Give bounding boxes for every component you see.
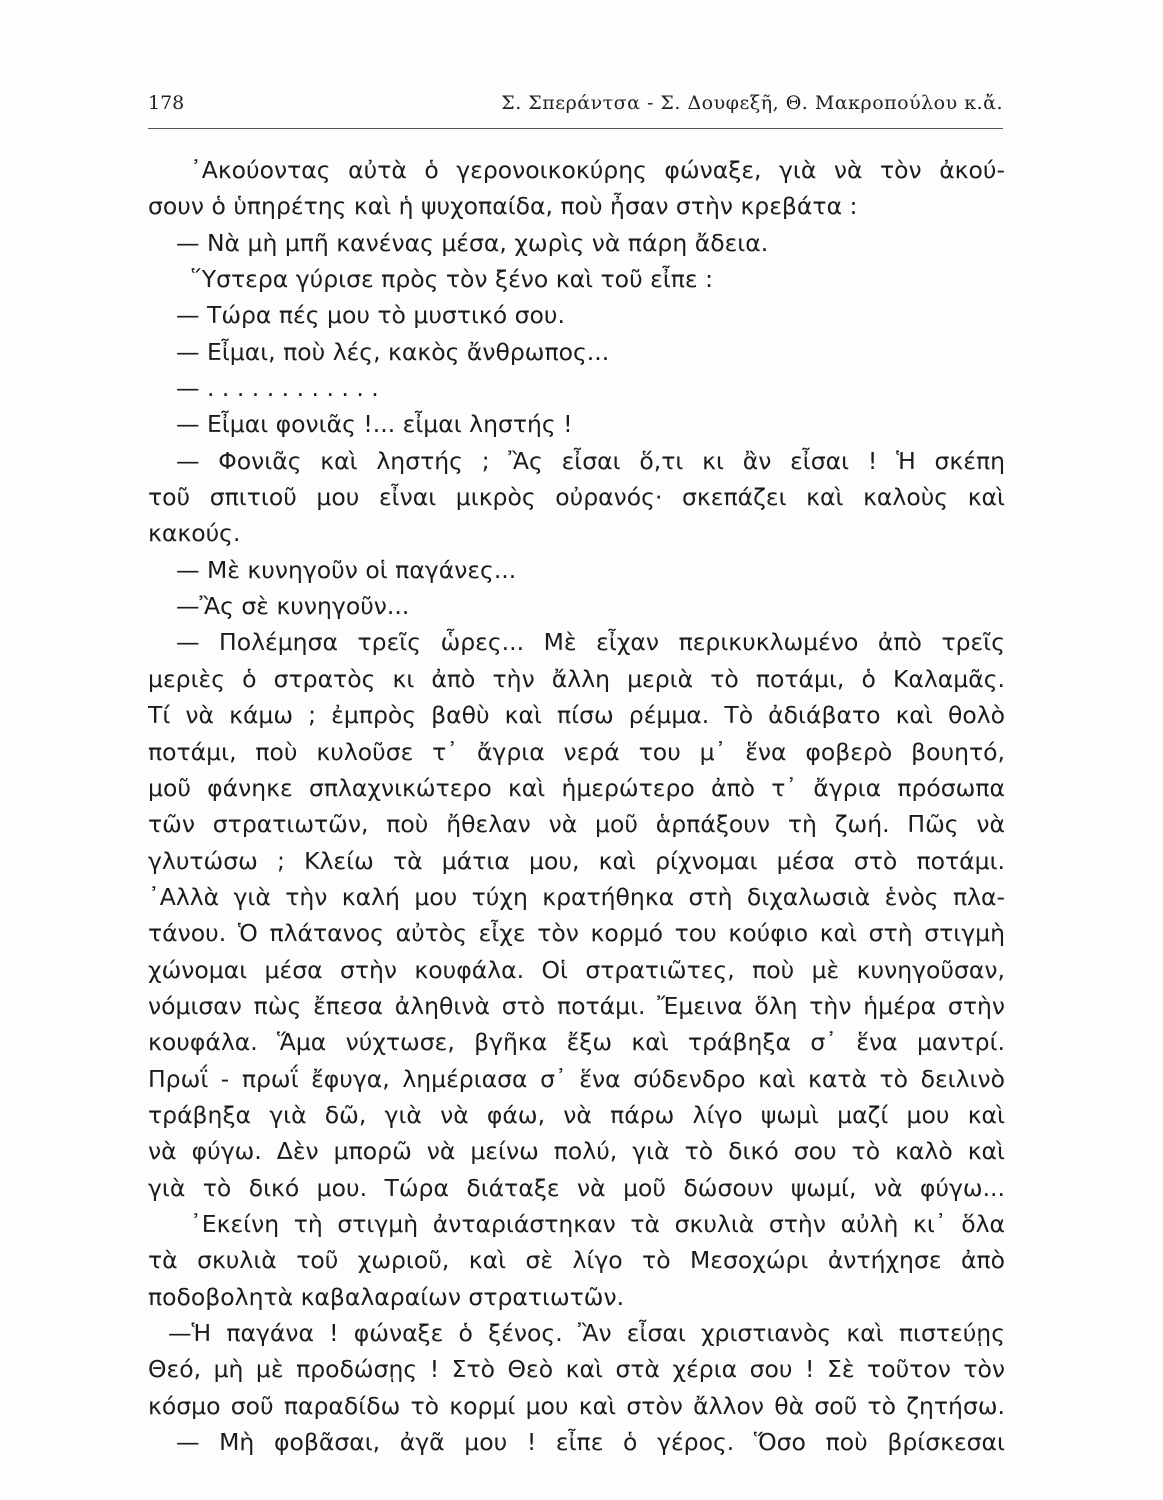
text-line: ῞Υστερα γύρισε πρὸς τὸν ξένο καὶ τοῦ εἶπε : xyxy=(190,265,714,294)
text-line: ᾿Εκείνη τὴ στιγμὴ ἀνταριάστηκαν τὰ σκυλιὰ στὴν αὐλὴ κι᾿ ὅλα xyxy=(190,1209,1005,1238)
body-text xyxy=(148,152,1005,1460)
text-line: νόμισαν πὼς ἔπεσα ἀληθινὰ στὸ ποτάμι. Ἔμεινα ὅλη τὴν ἡμέρα στὴν xyxy=(148,991,1005,1020)
text-line: τράβηξα γιὰ δῶ, γιὰ νὰ φάω, νὰ πάρω λίγο ψωμὶ μαζί μου καὶ xyxy=(148,1100,1005,1129)
text-line: σουν ὁ ὑπηρέτης καὶ ἡ ψυχοπαίδα, ποὺ ἦσαν στὴν κρεβάτα : xyxy=(148,192,858,221)
text-line: — Εἶμαι φονιᾶς !... εἶμαι ληστής ! xyxy=(176,410,573,439)
page-header xyxy=(148,92,1003,132)
text-line: ποτάμι, ποὺ κυλοῦσε τ᾿ ἄγρια νερά του μ᾿ ἕνα φοβερὸ βουητό, xyxy=(148,737,1005,766)
text-line: — Φονιᾶς καὶ ληστής ; Ἂς εἶσαι ὅ,τι κι ἂν εἶσαι ! Ἡ σκέπη xyxy=(176,446,1005,475)
header-rule xyxy=(148,128,1003,129)
text-line: —Ἡ παγάνα ! φώναξε ὁ ξένος. Ἂν εἶσαι χριστιανὸς καὶ πιστεύῃς xyxy=(168,1319,1005,1347)
text-line: χώνομαι μέσα στὴν κουφάλα. Οἱ στρατιῶτες, ποὺ μὲ κυνηγοῦσαν, xyxy=(148,955,1005,984)
text-line: ᾿Ακούοντας αὐτὰ ὁ γερονοικοκύρης φώναξε, γιὰ νὰ τὸν ἀκού- xyxy=(190,156,1005,184)
text-line: νὰ φύγω. Δὲν μπορῶ νὰ μείνω πολύ, γιὰ τὸ δικό σου τὸ καλὸ καὶ xyxy=(148,1137,1005,1166)
text-line: Θεό, μὴ μὲ προδώσῃς ! Στὸ Θεὸ καὶ στὰ χέρια σου ! Σὲ τοῦτον τὸν xyxy=(148,1355,1005,1384)
page-number: 178 xyxy=(148,92,185,114)
text-line: κόσμο σοῦ παραδίδω τὸ κορμί μου καὶ στὸν ἄλλον θὰ σοῦ τὸ ζητήσω. xyxy=(148,1391,1005,1420)
text-line: Πρωΐ - πρωΐ ἔφυγα, λημέριασα σ᾿ ἕνα σύδενδρο καὶ κατὰ τὸ δειλινὸ xyxy=(148,1064,1005,1093)
text-line: —Ἂς σὲ κυνηγοῦν... xyxy=(176,592,410,621)
text-line: — Τώρα πές μου τὸ μυστικό σου. xyxy=(176,301,565,330)
text-line: γλυτώσω ; Κλείω τὰ μάτια μου, καὶ ρίχνομαι μέσα στὸ ποτάμι. xyxy=(148,846,1005,875)
text-line: τοῦ σπιτιοῦ μου εἶναι μικρὸς οὐρανός· σκεπάζει καὶ καλοὺς καὶ xyxy=(148,483,1005,512)
text-line: ᾿Αλλὰ γιὰ τὴν καλή μου τύχη κρατήθηκα στὴ διχαλωσιὰ ἑνὸς πλα- xyxy=(148,882,1005,911)
text-line: — Μὴ φοβᾶσαι, ἀγᾶ μου ! εἶπε ὁ γέρος. Ὅσο ποὺ βρίσκεσαι xyxy=(176,1428,1005,1457)
text-line: — Εἶμαι, ποὺ λές, κακὸς ἄνθρωπος... xyxy=(176,337,610,366)
text-line: μοῦ φάνηκε σπλαχνικώτερο καὶ ἡμερώτερο ἀπὸ τ᾿ ἄγρια πρόσωπα xyxy=(148,773,1005,802)
text-line: μεριὲς ὁ στρατὸς κι ἀπὸ τὴν ἄλλη μεριὰ τὸ ποτάμι, ὁ Καλαμᾶς. xyxy=(148,664,1005,693)
text-line: τῶν στρατιωτῶν, ποὺ ἤθελαν νὰ μοῦ ἁρπάξουν τὴ ζωή. Πῶς νὰ xyxy=(148,810,1005,839)
text-line: Τί νὰ κάμω ; ἐμπρὸς βαθὺ καὶ πίσω ρέμμα. Τὸ ἀδιάβατο καὶ θολὸ xyxy=(148,701,1005,730)
running-head: Σ. Σπεράντσα - Σ. Δουφεξῆ, Θ. Μακροπούλου κ.ἄ. xyxy=(501,92,1003,114)
text-line: — . . . . . . . . . . . . xyxy=(176,374,379,403)
text-line: κακούς. xyxy=(148,519,241,548)
text-line: — Μὲ κυνηγοῦν οἱ παγάνες... xyxy=(176,555,517,584)
text-line: γιὰ τὸ δικό μου. Τώρα διάταξε νὰ μοῦ δώσουν ψωμί, νὰ φύγω... xyxy=(148,1173,1005,1202)
text-line: ποδοβολητὰ καβαλαραίων στρατιωτῶν. xyxy=(148,1282,625,1311)
text-line: τὰ σκυλιὰ τοῦ χωριοῦ, καὶ σὲ λίγο τὸ Μεσοχώρι ἀντήχησε ἀπὸ xyxy=(148,1246,1005,1275)
text-line: τάνου. Ὁ πλάτανος αὐτὸς εἶχε τὸν κορμό του κούφιο καὶ στὴ στιγμὴ xyxy=(148,919,1005,948)
text-line: κουφάλα. Ἅμα νύχτωσε, βγῆκα ἔξω καὶ τράβηξα σ᾿ ἕνα μαντρί. xyxy=(148,1028,1005,1057)
text-line: — Πολέμησα τρεῖς ὧρες... Μὲ εἶχαν περικυκλωμένο ἀπὸ τρεῖς xyxy=(176,628,1005,657)
text-line: — Νὰ μὴ μπῆ κανένας μέσα, χωρὶς νὰ πάρη ἄδεια. xyxy=(176,228,769,257)
